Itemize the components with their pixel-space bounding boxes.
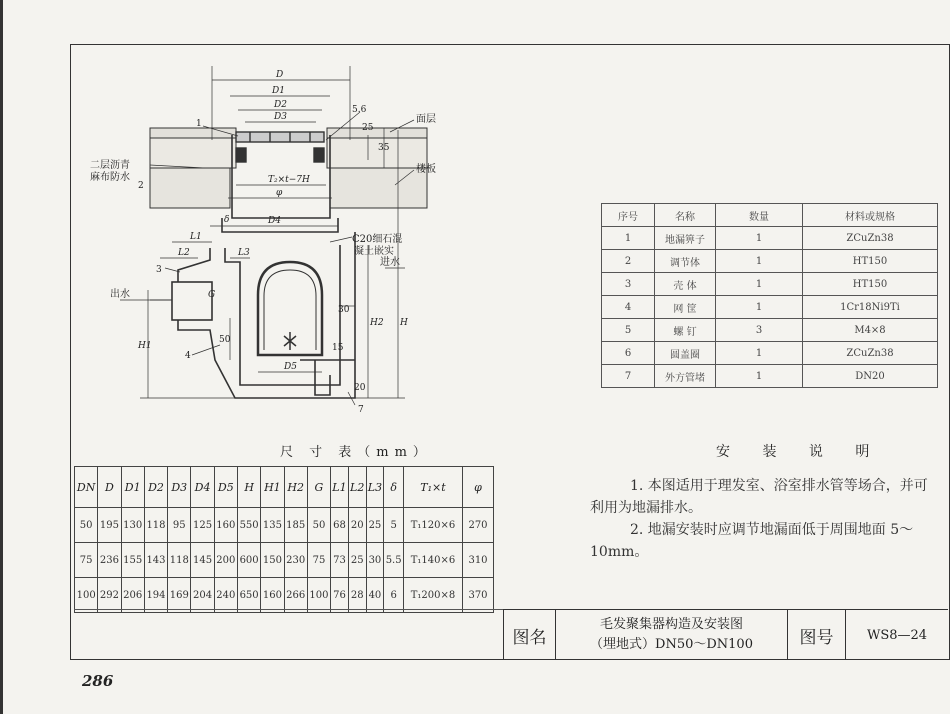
dimension-cell: 75 xyxy=(75,543,98,578)
dimension-cell: 5 xyxy=(384,508,404,543)
dimension-cell: 185 xyxy=(284,508,307,543)
dimension-header-cell: T₁×t xyxy=(404,467,463,508)
dim-25: 25 xyxy=(362,123,374,133)
dimension-header-cell: D2 xyxy=(144,467,167,508)
title-block-number-label: 图号 xyxy=(787,610,845,660)
dimension-header-cell: δ xyxy=(384,467,404,508)
label-H2: H2 xyxy=(370,318,384,328)
label-delta: δ xyxy=(224,215,230,225)
parts-cell: 调节体 xyxy=(655,250,716,273)
parts-header: 数量 xyxy=(716,204,803,227)
dimension-cell: 194 xyxy=(144,578,167,613)
parts-cell: ZCuZn38 xyxy=(803,342,938,365)
dimension-row xyxy=(75,578,494,613)
parts-cell: 1 xyxy=(716,365,803,388)
dimension-cell: 650 xyxy=(237,578,260,613)
parts-cell: 圆盖圈 xyxy=(655,342,716,365)
label-D1: D1 xyxy=(272,86,285,96)
parts-row xyxy=(602,273,938,296)
dimension-cell: 145 xyxy=(191,543,214,578)
instruction-item-1: 1. 本图适用于理发室、浴室排水管等场合，并可利用为地漏排水。 xyxy=(590,478,928,516)
dimension-cell: 73 xyxy=(331,543,349,578)
parts-cell: 外方管堵 xyxy=(655,365,716,388)
dimension-cell: 100 xyxy=(307,578,330,613)
label-D2: D2 xyxy=(274,100,287,110)
parts-table xyxy=(601,203,938,388)
dimension-cell: 206 xyxy=(121,578,144,613)
dimension-cell: 5.5 xyxy=(384,543,404,578)
title-block-name-line2: （埋地式）DN50～DN100 xyxy=(590,637,753,652)
dimension-header-cell: L1 xyxy=(331,467,349,508)
label-slab: 楼板 xyxy=(416,164,436,175)
dimension-header-cell: D5 xyxy=(214,467,237,508)
label-D3: D3 xyxy=(274,112,287,122)
parts-cell: M4×8 xyxy=(803,319,938,342)
dimension-cell: T₁200×8 xyxy=(404,578,463,613)
parts-row xyxy=(602,227,938,250)
instructions-title: 安 装 说 明 xyxy=(716,444,884,460)
dimension-cell: 236 xyxy=(98,543,121,578)
title-block-name-line1: 毛发聚集器构造及安装图 xyxy=(599,617,743,632)
dimension-cell: 30 xyxy=(366,543,384,578)
parts-cell: 1 xyxy=(716,227,803,250)
parts-header: 序号 xyxy=(602,204,655,227)
dimension-cell: 270 xyxy=(463,508,494,543)
label-waterproof-2: 麻布防水 xyxy=(90,172,130,183)
label-H: H xyxy=(400,318,408,328)
dimension-header-cell: G xyxy=(307,467,330,508)
title-block-name xyxy=(555,610,787,660)
parts-cell: DN20 xyxy=(803,365,938,388)
parts-cell: 3 xyxy=(602,273,655,296)
dimension-cell: 50 xyxy=(307,508,330,543)
parts-cell: 1 xyxy=(716,273,803,296)
dimension-cell: 95 xyxy=(168,508,191,543)
dimension-row xyxy=(75,543,494,578)
label-thread: T₂×t−7H xyxy=(268,175,310,185)
dimension-header-cell: D4 xyxy=(191,467,214,508)
parts-cell: 1 xyxy=(716,250,803,273)
label-L3: L3 xyxy=(238,248,250,258)
parts-cell: 1 xyxy=(716,296,803,319)
callout-7: 7 xyxy=(358,405,364,415)
callout-3: 3 xyxy=(156,265,162,275)
label-H1: H1 xyxy=(138,341,152,351)
dimension-header-cell: D3 xyxy=(168,467,191,508)
dim-50: 50 xyxy=(219,335,231,345)
label-waterproof-1: 二层沥青 xyxy=(90,160,130,171)
label-L2: L2 xyxy=(178,248,190,258)
dimension-cell: 118 xyxy=(168,543,191,578)
parts-cell: 地漏箅子 xyxy=(655,227,716,250)
dimension-cell: 550 xyxy=(237,508,260,543)
parts-cell: 6 xyxy=(602,342,655,365)
parts-cell: 4 xyxy=(602,296,655,319)
title-block xyxy=(503,609,948,660)
dimension-cell: 150 xyxy=(261,543,284,578)
parts-row xyxy=(602,365,938,388)
label-phi: φ xyxy=(276,188,283,198)
dimension-table xyxy=(74,466,494,613)
parts-cell: 1Cr18Ni9Ti xyxy=(803,296,938,319)
dimension-cell: 76 xyxy=(331,578,349,613)
title-block-name-label: 图名 xyxy=(503,610,555,660)
dimension-header-cell: L2 xyxy=(348,467,366,508)
parts-row xyxy=(602,319,938,342)
dimension-cell: 266 xyxy=(284,578,307,613)
callout-4: 4 xyxy=(185,351,191,361)
dimension-cell: 160 xyxy=(214,508,237,543)
dimension-table-title: 尺 寸 表（mm） xyxy=(280,445,432,460)
parts-header-row xyxy=(602,204,938,227)
dimension-cell: 195 xyxy=(98,508,121,543)
dimension-cell: 370 xyxy=(463,578,494,613)
dimension-header-row xyxy=(75,467,494,508)
dimension-cell: 75 xyxy=(307,543,330,578)
parts-cell: 5 xyxy=(602,319,655,342)
callout-56: 5.6 xyxy=(352,105,367,115)
dimension-cell: 50 xyxy=(75,508,98,543)
dimension-cell: 155 xyxy=(121,543,144,578)
dimension-header-cell: L3 xyxy=(366,467,384,508)
parts-row xyxy=(602,342,938,365)
dimension-header-cell: H2 xyxy=(284,467,307,508)
dimension-cell: 6 xyxy=(384,578,404,613)
instruction-item-2: 2. 地漏安装时应调节地漏面低于周围地面 5～10mm。 xyxy=(590,522,914,560)
dim-35: 35 xyxy=(378,143,390,153)
dimension-cell: T₁140×6 xyxy=(404,543,463,578)
parts-cell: HT150 xyxy=(803,250,938,273)
dimension-cell: T₁120×6 xyxy=(404,508,463,543)
table-bottom-rule xyxy=(74,609,503,610)
dimension-row xyxy=(75,508,494,543)
dimension-cell: 25 xyxy=(366,508,384,543)
label-L1: L1 xyxy=(190,232,202,242)
parts-cell: HT150 xyxy=(803,273,938,296)
parts-cell: 网 筐 xyxy=(655,296,716,319)
dimension-cell: 204 xyxy=(191,578,214,613)
label-D5: D5 xyxy=(284,362,297,372)
dimension-cell: 600 xyxy=(237,543,260,578)
parts-row xyxy=(602,296,938,319)
dim-15: 15 xyxy=(332,343,344,353)
dimension-cell: 160 xyxy=(261,578,284,613)
dimension-header-cell: D xyxy=(98,467,121,508)
label-water-in: 进水 xyxy=(380,257,400,268)
page-number: 286 xyxy=(82,672,114,690)
dimension-cell: 240 xyxy=(214,578,237,613)
dimension-cell: 100 xyxy=(75,578,98,613)
dimension-cell: 28 xyxy=(348,578,366,613)
label-D: D xyxy=(276,70,284,80)
dimension-cell: 310 xyxy=(463,543,494,578)
grate xyxy=(236,132,324,162)
parts-cell: 1 xyxy=(716,342,803,365)
dimension-header-cell: H1 xyxy=(261,467,284,508)
dimension-cell: 135 xyxy=(261,508,284,543)
title-block-number: WS8—24 xyxy=(845,610,948,660)
label-D4: D4 xyxy=(268,216,281,226)
parts-header: 名称 xyxy=(655,204,716,227)
label-surface: 面层 xyxy=(416,114,436,125)
dimension-cell: 169 xyxy=(168,578,191,613)
dimension-cell: 130 xyxy=(121,508,144,543)
dimension-cell: 200 xyxy=(214,543,237,578)
label-concrete-1: C20细石混 xyxy=(352,234,403,245)
dimension-cell: 68 xyxy=(331,508,349,543)
label-water-out: 出水 xyxy=(110,289,130,300)
dimension-header-cell: DN xyxy=(75,467,98,508)
dimension-cell: 292 xyxy=(98,578,121,613)
parts-cell: 7 xyxy=(602,365,655,388)
parts-cell: 螺 钉 xyxy=(655,319,716,342)
dimension-cell: 20 xyxy=(348,508,366,543)
label-concrete-2: 凝土嵌实 xyxy=(354,246,394,257)
drawing-callouts xyxy=(90,105,436,415)
dimension-header-cell: D1 xyxy=(121,467,144,508)
parts-cell: ZCuZn38 xyxy=(803,227,938,250)
dimension-header-cell: φ xyxy=(463,467,494,508)
dimension-cell: 230 xyxy=(284,543,307,578)
dim-20: 20 xyxy=(354,383,366,393)
dim-30: 30 xyxy=(338,305,350,315)
parts-cell: 3 xyxy=(716,319,803,342)
dimension-header-cell: H xyxy=(237,467,260,508)
dimension-cell: 25 xyxy=(348,543,366,578)
parts-row xyxy=(602,250,938,273)
dimension-cell: 143 xyxy=(144,543,167,578)
label-G: G xyxy=(208,290,216,300)
strainer-basket xyxy=(258,262,322,355)
callout-1: 1 xyxy=(196,119,202,129)
dimension-cell: 125 xyxy=(191,508,214,543)
callout-2: 2 xyxy=(138,181,144,191)
parts-header: 材料或规格 xyxy=(803,204,938,227)
parts-cell: 壳 体 xyxy=(655,273,716,296)
parts-cell: 1 xyxy=(602,227,655,250)
dimension-cell: 40 xyxy=(366,578,384,613)
dimension-cell: 118 xyxy=(144,508,167,543)
parts-cell: 2 xyxy=(602,250,655,273)
